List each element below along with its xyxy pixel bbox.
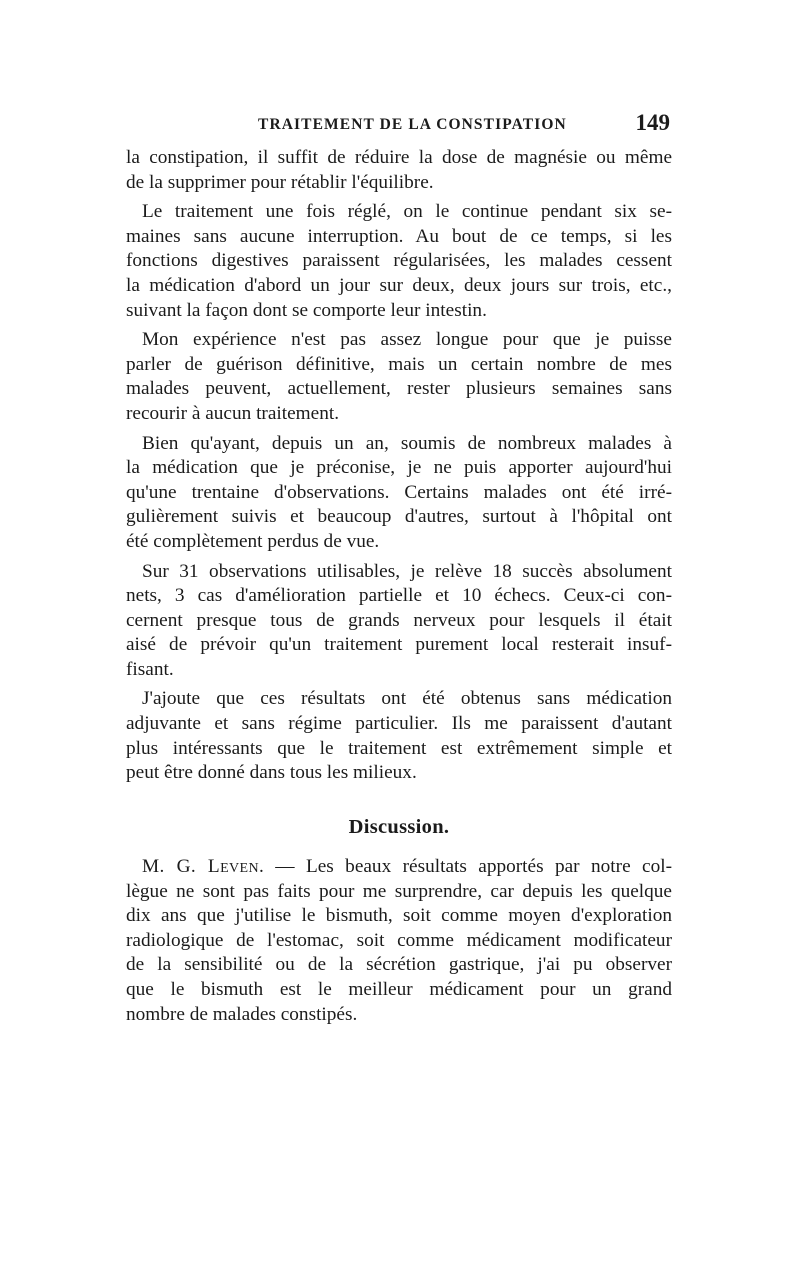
- text-line: fonctions digestives paraissent régularisées, les malades cessent: [126, 250, 672, 272]
- text-line: plus intéressants que le traitement est extrêmement simple et: [126, 737, 672, 759]
- text-line: adjuvante et sans régime particulier. Ils me paraissent d'autant: [126, 713, 672, 735]
- text-line: lègue ne sont pas faits pour me surprendre, car depuis les quelque: [126, 880, 672, 902]
- running-title: TRAITEMENT DE LA CONSTIPATION: [258, 116, 567, 133]
- text-line: de la supprimer pour rétablir l'équilibre.: [126, 171, 434, 193]
- speaker-separator: . —: [259, 856, 306, 877]
- text-line: que le bismuth est le meilleur médicament pour un grand: [126, 978, 672, 1000]
- paragraph: [126, 560, 672, 683]
- text-line: qu'une trentaine d'observations. Certains malades ont été irré-: [126, 481, 672, 503]
- text-line: J'ajoute que ces résultats ont été obtenus sans médication: [142, 688, 672, 710]
- paragraph: [126, 200, 672, 323]
- text-line: la médication d'abord un jour sur deux, deux jours sur trois, etc.,: [126, 274, 672, 296]
- discussion-text: [126, 855, 672, 1032]
- speaker-prefix: M. G.: [142, 856, 208, 877]
- text-line: recourir à aucun traitement.: [126, 402, 340, 424]
- text-line: Sur 31 observations utilisables, je relève 18 succès absolument: [142, 560, 672, 582]
- paragraph: [126, 328, 672, 426]
- text-line: gulièrement suivis et beaucoup d'autres, surtout à l'hôpital ont: [126, 506, 672, 528]
- text-line: été complètement perdus de vue.: [126, 530, 380, 552]
- section-heading: Discussion.: [348, 816, 450, 838]
- text-line: nombre de malades constipés.: [126, 1003, 358, 1025]
- text-line: cernent presque tous de grands nerveux pour lesquels il était: [126, 609, 672, 631]
- page-number: 149: [635, 110, 670, 135]
- running-head: [126, 110, 672, 140]
- text-line: Le traitement une fois réglé, on le continue pendant six se-: [142, 201, 672, 223]
- text-line: radiologique de l'estomac, soit comme médicament modificateur: [126, 929, 672, 951]
- main-text: [126, 146, 672, 791]
- text-line: peut être donné dans tous les milieux.: [126, 762, 417, 784]
- text-line: Bien qu'ayant, depuis un an, soumis de nombreux malades à: [142, 432, 672, 454]
- text-line-rest: Les beaux résultats apportés par notre col-: [305, 856, 673, 877]
- paragraph: [126, 855, 672, 1027]
- text-line: aisé de prévoir qu'un traitement purement local resterait insuf-: [126, 634, 672, 656]
- text-line: malades peuvent, actuellement, rester plusieurs semaines sans: [126, 378, 672, 400]
- text-line: dix ans que j'utilise le bismuth, soit comme moyen d'exploration: [126, 905, 672, 927]
- text-line: suivant la façon dont se comporte leur intestin.: [126, 299, 487, 321]
- text-line: de la sensibilité ou de la sécrétion gastrique, j'ai pu observer: [126, 954, 672, 976]
- text-line: nets, 3 cas d'amélioration partielle et 10 échecs. Ceux-ci con-: [126, 585, 672, 607]
- paragraph: [126, 432, 672, 555]
- text-line: fisant.: [126, 658, 174, 680]
- speaker-name: Leven: [207, 856, 260, 877]
- text-line: Mon expérience n'est pas assez longue pour que je puisse: [142, 329, 672, 351]
- text-line: la médication que je préconise, je ne puis apporter aujourd'hui: [126, 457, 672, 479]
- paragraph: [126, 687, 672, 785]
- paragraph: [126, 146, 672, 195]
- text-line: maines sans aucune interruption. Au bout de ce temps, si les: [126, 225, 672, 247]
- text-line: la constipation, il suffit de réduire la dose de magnésie ou même: [126, 147, 672, 168]
- text-line: [126, 855, 672, 880]
- text-line: parler de guérison définitive, mais un certain nombre de mes: [126, 353, 672, 375]
